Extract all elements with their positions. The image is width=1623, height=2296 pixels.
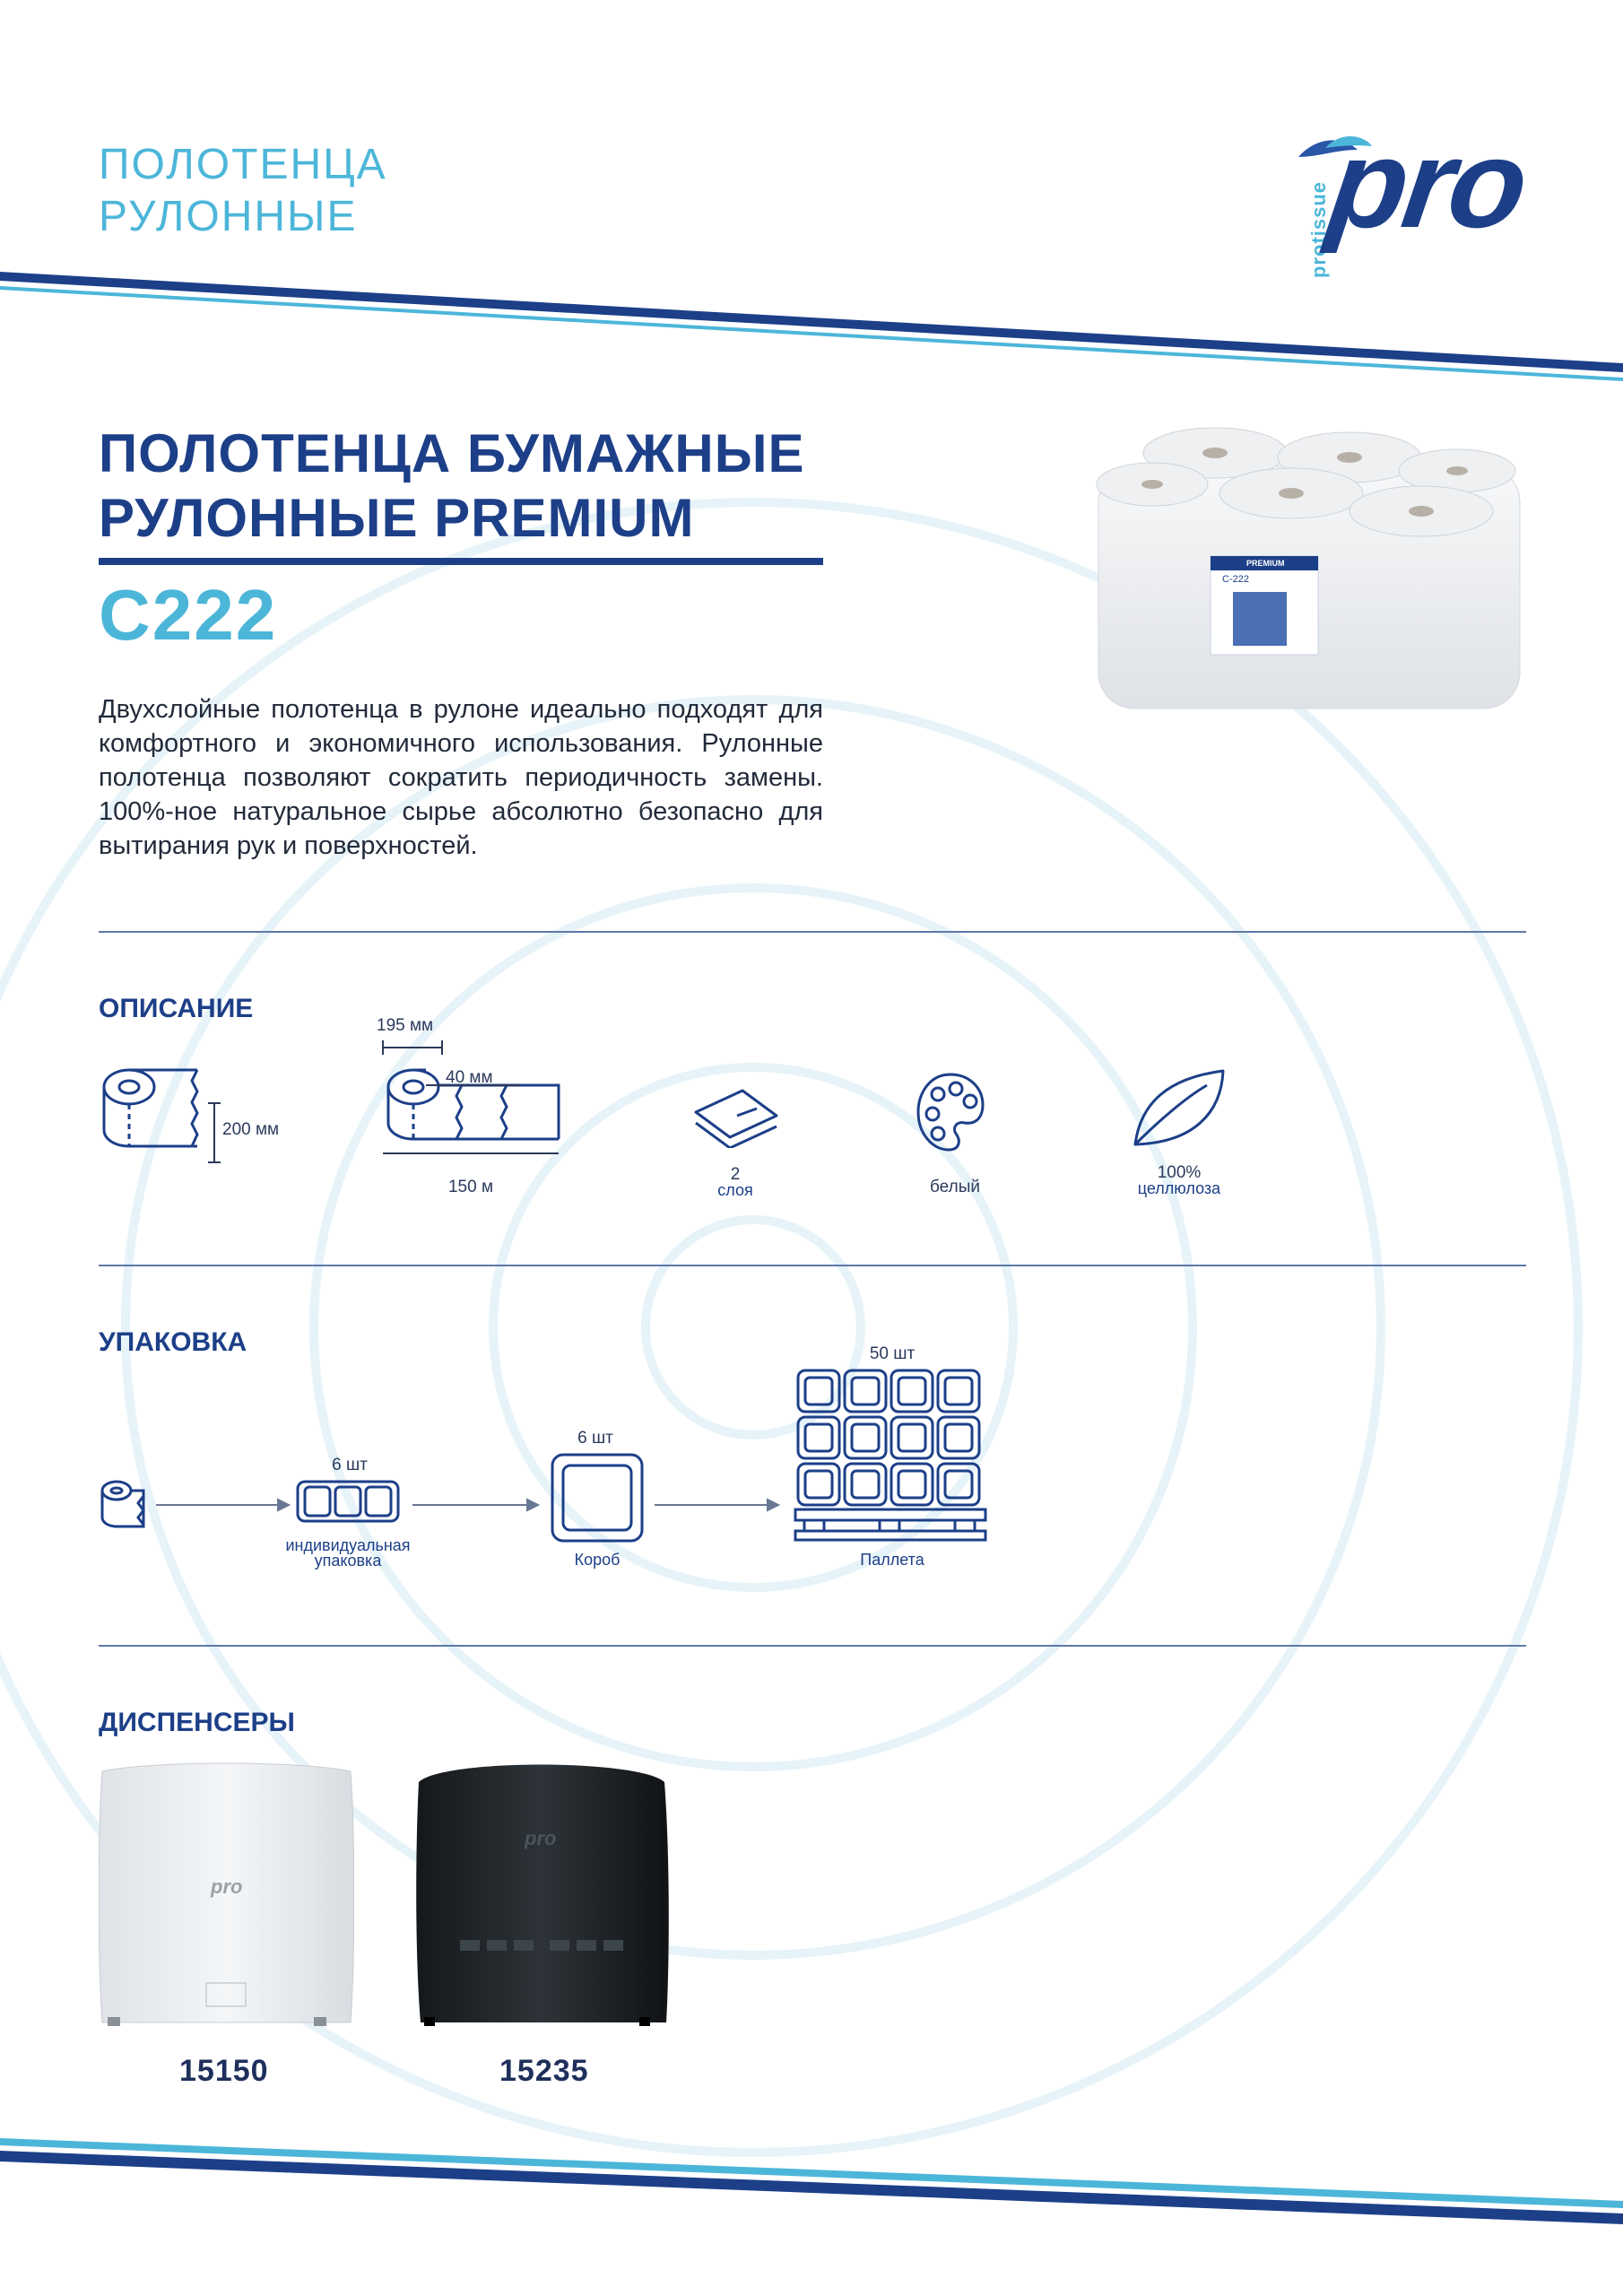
roll-length-label: 150 м [447, 1178, 494, 1196]
category-title-line2: РУЛОННЫЕ [99, 193, 358, 240]
material-value: 100% [1157, 1163, 1202, 1182]
leaf-icon [1132, 1067, 1227, 1148]
brand-side-text: protissue [1307, 180, 1330, 278]
plies-value: 2 [730, 1165, 741, 1184]
palette-icon [915, 1069, 986, 1155]
title-divider [99, 558, 823, 565]
brand-logo [1282, 94, 1533, 291]
category-title-line1: ПОЛОТЕНЦА [99, 141, 387, 188]
roll-height-label: 200 мм [222, 1120, 280, 1139]
dispenser-black-image [415, 1762, 671, 2036]
product-code: С222 [99, 575, 278, 655]
dispenser-white-image [99, 1762, 354, 2036]
product-description: Двухслойные полотенца в рулоне идеально подходят для комфортного и экономичного использования. Рулонные полотенца позволяют сократить периодичность замены. 100%-ное натуральное сырье абсолютно безопасно для вытирания рук и поверхностей. [99, 695, 823, 860]
color-label: белый [930, 1178, 980, 1196]
pack-label-line1: PREMIUM [1246, 559, 1285, 568]
product-image [1089, 422, 1529, 726]
pallet-icon [794, 1368, 991, 1544]
roll-length-icon [381, 1067, 565, 1157]
pallet-count: 50 шт [869, 1344, 916, 1363]
box-icon [551, 1453, 644, 1543]
box-label: Короб [574, 1551, 621, 1569]
individual-pack-label-1: индивидуальная [285, 1536, 411, 1554]
product-title-line2: РУЛОННЫЕ PREMIUM [99, 488, 695, 548]
section-heading-dispensers: ДИСПЕНСЕРЫ [99, 1708, 295, 1737]
plies-icon [690, 1085, 780, 1148]
material-label: целлюлоза [1137, 1179, 1221, 1197]
category-title [99, 139, 387, 243]
section-heading-description: ОПИСАНИЕ [99, 994, 254, 1023]
section-heading-packaging: УПАКОВКА [99, 1327, 247, 1357]
roll-height-icon [97, 1067, 204, 1148]
roll-width-dimension [381, 1039, 444, 1057]
box-count: 6 шт [577, 1429, 613, 1448]
individual-pack-icon [296, 1480, 400, 1523]
pack-label-line2: С-222 [1222, 574, 1249, 585]
plies-label: слоя [717, 1181, 753, 1199]
roll-width-label: 195 мм [377, 1016, 434, 1035]
divider-1 [99, 931, 1526, 933]
dispenser-white-logo: pro [211, 1875, 243, 1898]
individual-pack-label-2: упаковка [314, 1552, 382, 1570]
bottom-stripe [0, 2135, 1623, 2242]
single-roll-icon [97, 1478, 147, 1528]
roll-height-dimension [208, 1101, 221, 1164]
top-stripe [0, 265, 1623, 381]
dispenser-black-code: 15235 [499, 2054, 589, 2088]
product-title [99, 422, 804, 551]
dispenser-black-logo: pro [525, 1827, 557, 1849]
dispenser-white-code: 15150 [179, 2054, 269, 2088]
product-title-line1: ПОЛОТЕНЦА БУМАЖНЫЕ [99, 423, 805, 483]
pallet-label: Паллета [860, 1551, 924, 1569]
divider-2 [99, 1265, 1526, 1266]
core-label: 40 мм [446, 1068, 493, 1087]
divider-3 [99, 1645, 1526, 1647]
individual-pack-count: 6 шт [332, 1456, 368, 1474]
brand-logo-text: pro [1322, 113, 1533, 254]
